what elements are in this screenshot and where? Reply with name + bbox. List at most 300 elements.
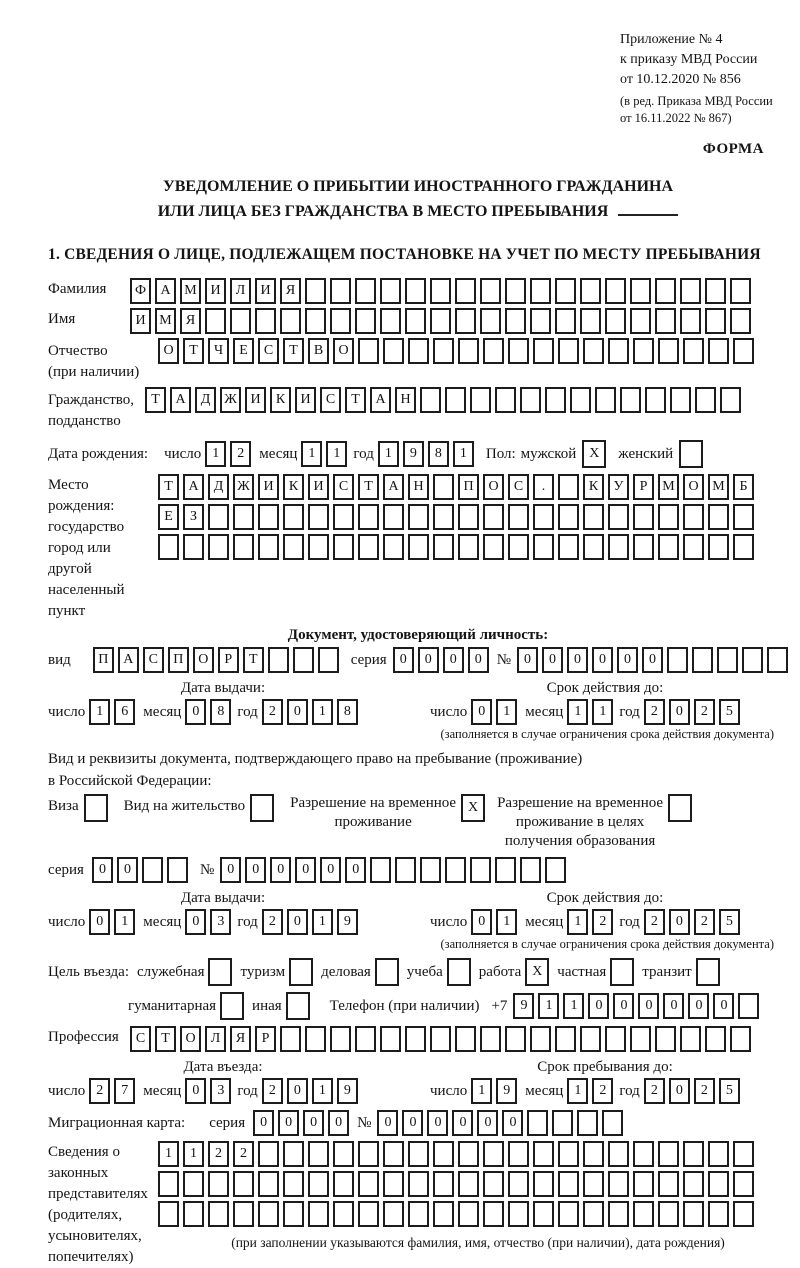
issue-month-boxes xyxy=(185,699,231,725)
char-box: 0 xyxy=(117,857,138,883)
char-box: 0 xyxy=(613,993,634,1019)
char-box: 2 xyxy=(694,1078,715,1104)
char-box xyxy=(733,338,754,364)
char-box: 1 xyxy=(158,1141,179,1167)
char-box xyxy=(405,278,426,304)
char-box: 0 xyxy=(688,993,709,1019)
char-box xyxy=(708,1171,729,1197)
char-box: 0 xyxy=(669,1078,690,1104)
char-box xyxy=(280,1026,301,1052)
residence-number-boxes xyxy=(220,857,566,883)
char-box xyxy=(293,647,314,673)
char-box xyxy=(455,278,476,304)
char-box: М xyxy=(708,474,729,500)
char-box: Р xyxy=(633,474,654,500)
char-box xyxy=(558,474,579,500)
char-box xyxy=(530,278,551,304)
issue-day-boxes xyxy=(89,699,135,725)
char-box xyxy=(305,278,326,304)
char-box: 0 xyxy=(185,909,206,935)
birth-date-label: Дата рождения: xyxy=(48,445,149,462)
char-box: 0 xyxy=(185,699,206,725)
char-box: 2 xyxy=(89,1078,110,1104)
char-box: 1 xyxy=(567,699,588,725)
char-box xyxy=(605,278,626,304)
char-box xyxy=(167,857,188,883)
char-box: 0 xyxy=(270,857,291,883)
char-box xyxy=(608,1201,629,1227)
char-box xyxy=(208,534,229,560)
entry-month-boxes xyxy=(185,1078,231,1104)
amendment-line: от 16.11.2022 № 867) xyxy=(620,111,732,125)
char-box: 0 xyxy=(502,1110,523,1136)
valid-year-boxes xyxy=(644,699,740,725)
char-box xyxy=(605,1026,626,1052)
char-box xyxy=(633,534,654,560)
char-box: 1 xyxy=(312,1078,333,1104)
char-box: 1 xyxy=(567,909,588,935)
char-box: И xyxy=(308,474,329,500)
char-box xyxy=(667,647,688,673)
char-box: 2 xyxy=(644,909,665,935)
char-box xyxy=(608,504,629,530)
char-box: 0 xyxy=(638,993,659,1019)
char-box xyxy=(608,1141,629,1167)
issue-date-heading: Дата выдачи: xyxy=(180,680,266,696)
char-box: 3 xyxy=(210,909,231,935)
residence-issue-heading: Дата выдачи: xyxy=(180,890,266,906)
char-box xyxy=(470,857,491,883)
representatives-row1-boxes xyxy=(158,1141,798,1167)
char-box: Ч xyxy=(208,338,229,364)
char-box: О xyxy=(333,338,354,364)
char-box: Т xyxy=(345,387,366,413)
purpose-option-label: служебная xyxy=(136,963,205,980)
char-box xyxy=(308,504,329,530)
char-box xyxy=(580,278,601,304)
char-box xyxy=(583,338,604,364)
char-box xyxy=(483,534,504,560)
sex-female-checkbox xyxy=(679,440,703,468)
char-box: У xyxy=(608,474,629,500)
issue-year-boxes xyxy=(262,699,358,725)
char-box xyxy=(258,1171,279,1197)
patronymic-boxes xyxy=(158,338,754,364)
char-box xyxy=(183,534,204,560)
char-box: Р xyxy=(218,647,239,673)
char-box xyxy=(655,308,676,334)
purpose-other-checkbox xyxy=(286,992,310,1020)
char-box: 0 xyxy=(663,993,684,1019)
doc-kind-boxes xyxy=(93,647,339,673)
char-box xyxy=(258,1141,279,1167)
char-box xyxy=(308,1201,329,1227)
char-box: С xyxy=(143,647,164,673)
char-box xyxy=(520,857,541,883)
char-box: С xyxy=(130,1026,151,1052)
char-box: И xyxy=(295,387,316,413)
birth-place-label: Место рождения: государство город или другой населенный пункт xyxy=(48,477,125,619)
year-label: год xyxy=(237,703,258,720)
char-box: 2 xyxy=(694,699,715,725)
char-box xyxy=(583,1171,604,1197)
validity-note: (заполняется в случае ограничения срока действия документа) xyxy=(440,727,774,741)
char-box: М xyxy=(180,278,201,304)
form-word-label: ФОРМА xyxy=(702,141,764,157)
char-box xyxy=(583,504,604,530)
char-box: Н xyxy=(395,387,416,413)
char-box xyxy=(355,278,376,304)
char-box: И xyxy=(258,474,279,500)
char-box xyxy=(633,338,654,364)
char-box xyxy=(458,534,479,560)
char-box: Ж xyxy=(233,474,254,500)
residence-validity-note: (заполняется в случае ограничения срока действия документа) xyxy=(440,937,774,951)
char-box: 1 xyxy=(592,699,613,725)
citizenship-label: Гражданство, подданство xyxy=(48,392,135,429)
char-box xyxy=(283,504,304,530)
char-box xyxy=(283,1141,304,1167)
char-box xyxy=(733,534,754,560)
char-box xyxy=(670,387,691,413)
appendix-line: Приложение № 4 xyxy=(620,32,723,47)
char-box xyxy=(395,857,416,883)
char-box xyxy=(158,534,179,560)
year-label: год xyxy=(619,913,640,930)
valid-month-boxes xyxy=(567,699,613,725)
char-box: К xyxy=(270,387,291,413)
char-box: Т xyxy=(145,387,166,413)
char-box: 1 xyxy=(378,441,399,467)
char-box xyxy=(433,1201,454,1227)
char-box: 8 xyxy=(337,699,358,725)
residence-permit-label: Вид на жительство xyxy=(123,798,246,814)
residence-series-boxes xyxy=(92,857,188,883)
char-box xyxy=(383,1171,404,1197)
char-box: А xyxy=(118,647,139,673)
day-label: число xyxy=(48,703,86,720)
profession-boxes xyxy=(130,1026,751,1052)
temp-residence-label: Разрешение на временное проживание xyxy=(290,795,457,830)
day-label: число xyxy=(430,703,468,720)
char-box xyxy=(480,1026,501,1052)
char-box xyxy=(658,534,679,560)
char-box xyxy=(658,1201,679,1227)
char-box: 9 xyxy=(513,993,534,1019)
char-box: 1 xyxy=(205,441,226,467)
char-box: 0 xyxy=(452,1110,473,1136)
char-box xyxy=(545,387,566,413)
purpose-option-label: транзит xyxy=(642,963,692,980)
char-box xyxy=(408,1201,429,1227)
char-box xyxy=(433,474,454,500)
doc-series-boxes xyxy=(393,647,489,673)
purpose-private-checkbox xyxy=(610,958,634,986)
char-box xyxy=(308,534,329,560)
char-box xyxy=(408,1141,429,1167)
char-box: 0 xyxy=(713,993,734,1019)
char-box: Т xyxy=(158,474,179,500)
char-box xyxy=(208,1201,229,1227)
char-box: 0 xyxy=(220,857,241,883)
char-box: 0 xyxy=(89,909,110,935)
char-box xyxy=(655,1026,676,1052)
char-box xyxy=(483,1141,504,1167)
char-box xyxy=(558,338,579,364)
char-box: 8 xyxy=(210,699,231,725)
char-box: 2 xyxy=(262,699,283,725)
char-box: 2 xyxy=(644,1078,665,1104)
char-box xyxy=(570,387,591,413)
char-box xyxy=(208,1171,229,1197)
char-box xyxy=(580,308,601,334)
purpose-option-label: туризм xyxy=(240,963,286,980)
char-box: 0 xyxy=(328,1110,349,1136)
char-box xyxy=(533,1171,554,1197)
char-box xyxy=(508,338,529,364)
char-box: З xyxy=(183,504,204,530)
char-box: П xyxy=(93,647,114,673)
visa-checkbox xyxy=(84,794,108,822)
char-box: Л xyxy=(230,278,251,304)
stay-month-boxes xyxy=(567,1078,613,1104)
char-box xyxy=(658,1141,679,1167)
char-box xyxy=(730,1026,751,1052)
char-box xyxy=(520,387,541,413)
char-box xyxy=(458,1171,479,1197)
char-box: А xyxy=(183,474,204,500)
char-box xyxy=(420,857,441,883)
char-box xyxy=(705,278,726,304)
char-box xyxy=(308,1171,329,1197)
char-box xyxy=(258,534,279,560)
char-box xyxy=(233,534,254,560)
char-box xyxy=(380,1026,401,1052)
char-box: Д xyxy=(208,474,229,500)
char-box: П xyxy=(458,474,479,500)
migration-series-boxes xyxy=(253,1110,349,1136)
char-box xyxy=(380,278,401,304)
char-box: 1 xyxy=(453,441,474,467)
char-box xyxy=(608,1171,629,1197)
char-box: 0 xyxy=(427,1110,448,1136)
migration-card-label: Миграционная карта: xyxy=(48,1114,186,1131)
purpose-option-label: деловая xyxy=(321,963,371,980)
purpose-option-label: учеба xyxy=(406,963,443,980)
char-box xyxy=(158,1171,179,1197)
purpose-option-label: иная xyxy=(252,997,282,1014)
char-box xyxy=(483,1201,504,1227)
char-box: И xyxy=(245,387,266,413)
char-box xyxy=(380,308,401,334)
char-box xyxy=(480,308,501,334)
char-box xyxy=(430,308,451,334)
char-box: . xyxy=(533,474,554,500)
char-box: 5 xyxy=(719,699,740,725)
char-box: С xyxy=(258,338,279,364)
char-box: 5 xyxy=(719,909,740,935)
char-box: 0 xyxy=(92,857,113,883)
char-box xyxy=(608,534,629,560)
char-box: О xyxy=(683,474,704,500)
year-label: год xyxy=(353,445,374,462)
sex-female-label: женский xyxy=(618,445,674,462)
char-box xyxy=(683,504,704,530)
purpose-option-label: частная xyxy=(557,963,607,980)
residence-issue-month-boxes xyxy=(185,909,231,935)
char-box xyxy=(330,278,351,304)
char-box: 0 xyxy=(642,647,663,673)
day-label: число xyxy=(48,913,86,930)
char-box: 1 xyxy=(89,699,110,725)
char-box: Ж xyxy=(220,387,241,413)
char-box xyxy=(633,504,654,530)
section1-heading: 1. СВЕДЕНИЯ О ЛИЦЕ, ПОДЛЕЖАЩЕМ ПОСТАНОВКЕ НА УЧЕТ ПО МЕСТУ ПРЕБЫВАНИЯ xyxy=(48,246,761,263)
residence-issue-fields xyxy=(48,909,398,935)
char-box xyxy=(305,308,326,334)
char-box: 9 xyxy=(496,1078,517,1104)
month-label: месяц xyxy=(143,1082,182,1099)
representatives-row2-boxes xyxy=(158,1171,798,1197)
char-box xyxy=(583,1141,604,1167)
char-box xyxy=(655,278,676,304)
char-box xyxy=(733,504,754,530)
char-box xyxy=(633,1141,654,1167)
char-box xyxy=(733,1141,754,1167)
char-box xyxy=(658,1171,679,1197)
char-box: П xyxy=(168,647,189,673)
char-box xyxy=(533,1141,554,1167)
month-label: месяц xyxy=(259,445,298,462)
char-box xyxy=(333,1201,354,1227)
doc-number-boxes xyxy=(517,647,788,673)
char-box xyxy=(470,387,491,413)
char-box: 2 xyxy=(262,909,283,935)
month-label: месяц xyxy=(525,1082,564,1099)
char-box: 1 xyxy=(312,699,333,725)
char-box: Н xyxy=(408,474,429,500)
char-box: Т xyxy=(183,338,204,364)
char-box xyxy=(508,1171,529,1197)
valid-until-heading: Срок действия до: xyxy=(546,680,664,696)
char-box xyxy=(383,1201,404,1227)
char-box: 0 xyxy=(303,1110,324,1136)
char-box xyxy=(508,1201,529,1227)
char-box: Я xyxy=(230,1026,251,1052)
surname-label: Фамилия xyxy=(48,281,107,297)
residence-valid-heading: Срок действия до: xyxy=(546,890,664,906)
char-box: 0 xyxy=(588,993,609,1019)
char-box: А xyxy=(383,474,404,500)
char-box: 0 xyxy=(669,909,690,935)
char-box xyxy=(530,1026,551,1052)
day-label: число xyxy=(48,1082,86,1099)
char-box xyxy=(505,1026,526,1052)
char-box: О xyxy=(158,338,179,364)
temp-residence-checkbox: X xyxy=(461,794,485,822)
char-box: 1 xyxy=(496,909,517,935)
char-box xyxy=(370,857,391,883)
char-box xyxy=(183,1171,204,1197)
migration-number-boxes xyxy=(377,1110,623,1136)
char-box xyxy=(705,1026,726,1052)
char-box: 0 xyxy=(402,1110,423,1136)
doc-series-label: серия xyxy=(350,651,387,668)
char-box: И xyxy=(130,308,151,334)
char-box xyxy=(738,993,759,1019)
char-box xyxy=(408,504,429,530)
purpose-humanitarian-checkbox xyxy=(220,992,244,1020)
char-box: 0 xyxy=(471,699,492,725)
char-box xyxy=(383,534,404,560)
char-box: 0 xyxy=(592,647,613,673)
char-box: 3 xyxy=(210,1078,231,1104)
residence-issue-day-boxes xyxy=(89,909,135,935)
char-box xyxy=(283,1171,304,1197)
char-box xyxy=(333,504,354,530)
char-box: О xyxy=(483,474,504,500)
char-box xyxy=(555,308,576,334)
char-box: 8 xyxy=(428,441,449,467)
char-box: Я xyxy=(180,308,201,334)
residence-doc-intro: Вид и реквизиты документа, подтверждающего право на пребывание (проживание) в Российской Федерации: xyxy=(48,751,583,789)
char-box: 0 xyxy=(567,647,588,673)
char-box: 0 xyxy=(542,647,563,673)
char-box xyxy=(527,1110,548,1136)
char-box xyxy=(333,534,354,560)
char-box: 2 xyxy=(230,441,251,467)
char-box: 0 xyxy=(345,857,366,883)
char-box xyxy=(580,1026,601,1052)
form-title-line2: ИЛИ ЛИЦА БЕЗ ГРАЖДАНСТВА В МЕСТО ПРЕБЫВАНИЯ xyxy=(48,199,788,224)
valid-day-boxes xyxy=(471,699,517,725)
char-box xyxy=(355,1026,376,1052)
year-label: год xyxy=(619,1082,640,1099)
char-box: 0 xyxy=(669,699,690,725)
residence-permit-checkbox xyxy=(250,794,274,822)
char-box xyxy=(708,338,729,364)
char-box: 0 xyxy=(295,857,316,883)
char-box xyxy=(730,278,751,304)
char-box xyxy=(258,1201,279,1227)
char-box xyxy=(308,1141,329,1167)
char-box: 1 xyxy=(301,441,322,467)
char-box xyxy=(508,534,529,560)
char-box: 2 xyxy=(694,909,715,935)
char-box xyxy=(458,504,479,530)
char-box xyxy=(383,338,404,364)
residence-valid-year-boxes xyxy=(644,909,740,935)
profession-label: Профессия xyxy=(48,1029,119,1045)
char-box xyxy=(158,1201,179,1227)
residence-valid-fields xyxy=(430,909,780,935)
char-box: И xyxy=(255,278,276,304)
char-box xyxy=(420,387,441,413)
char-box: Ф xyxy=(130,278,151,304)
char-box: 0 xyxy=(320,857,341,883)
year-label: год xyxy=(619,703,640,720)
char-box xyxy=(645,387,666,413)
char-box xyxy=(558,504,579,530)
char-box xyxy=(680,278,701,304)
char-box xyxy=(555,1026,576,1052)
residence-valid-month-boxes xyxy=(567,909,613,935)
char-box: 0 xyxy=(468,647,489,673)
sex-male-checkbox: X xyxy=(582,440,606,468)
phone-prefix: +7 xyxy=(491,997,508,1014)
char-box: 0 xyxy=(443,647,464,673)
char-box xyxy=(383,504,404,530)
